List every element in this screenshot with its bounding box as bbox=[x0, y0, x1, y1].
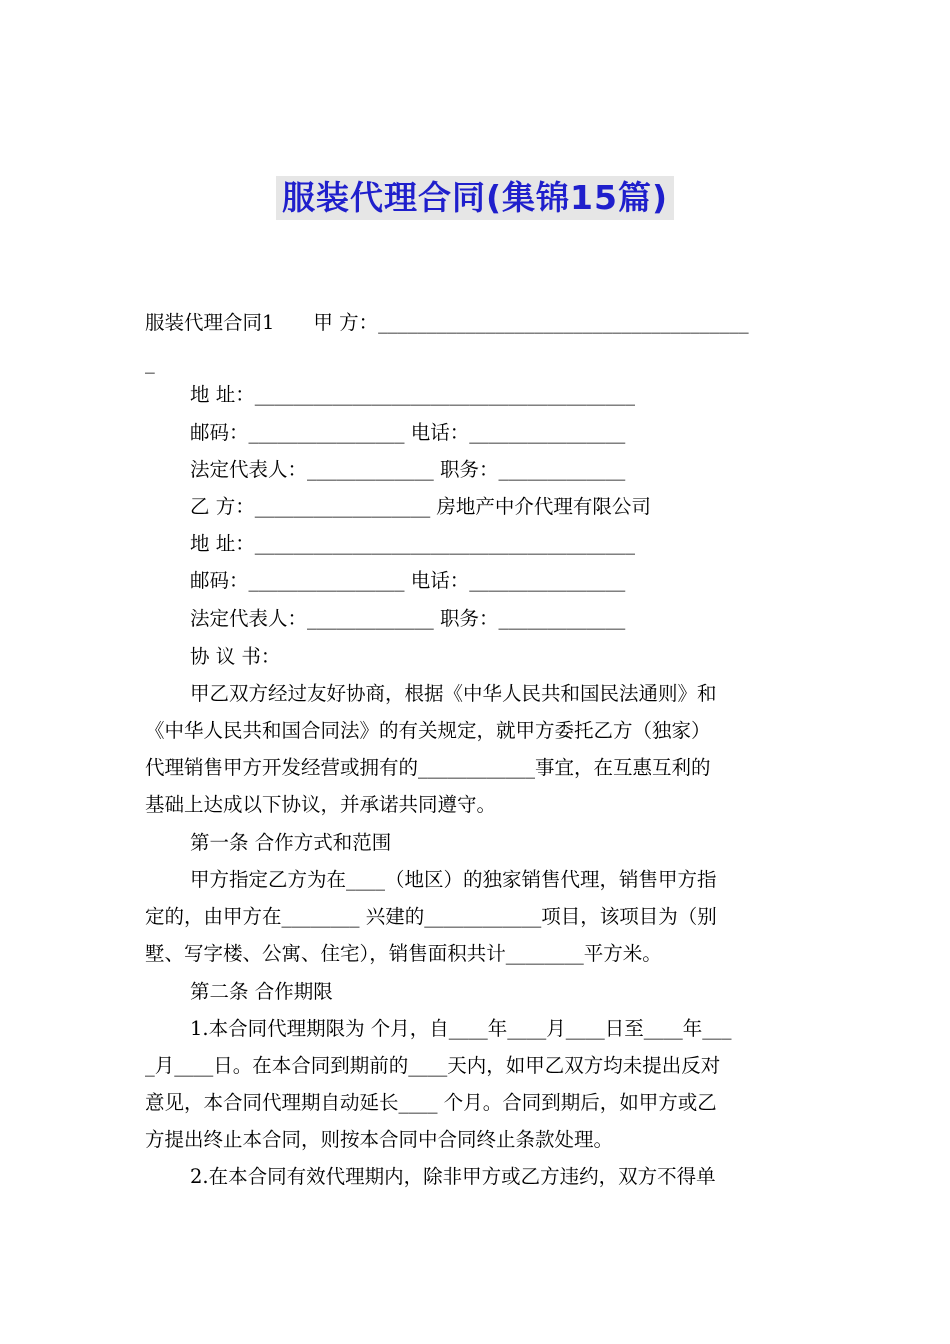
title-wrap bbox=[0, 176, 950, 220]
paragraph-line: 甲方指定乙方为在____（地区）的独家销售代理，销售甲方指 bbox=[190, 868, 717, 891]
paragraph-line: 定的，由甲方在________ 兴建的____________项目，该项目为（别 bbox=[145, 905, 717, 928]
party-a-address: 地 址：_______________________________________ bbox=[190, 383, 635, 406]
paragraph-line: 2.在本合同有效代理期内，除非甲方或乙方违约，双方不得单 bbox=[190, 1165, 716, 1188]
paragraph-line: 甲乙双方经过友好协商，根据《中华人民共和国民法通则》和 bbox=[190, 682, 717, 705]
party-a-line: 服装代理合同1 甲 方：______________________________________ bbox=[145, 311, 749, 334]
agreement-heading: 协 议 书： bbox=[190, 645, 281, 668]
party-a-postcode-phone: 邮码：________________ 电话：________________ bbox=[190, 421, 626, 444]
document-title: 服装代理合同(集锦15篇) bbox=[276, 176, 674, 220]
article-1-heading: 第一条 合作方式和范围 bbox=[190, 831, 392, 854]
party-b-address: 地 址：_______________________________________ bbox=[190, 532, 635, 555]
continuation-line: _ bbox=[145, 351, 155, 374]
paragraph-line: 代理销售甲方开发经营或拥有的____________事宜，在互惠互利的 bbox=[145, 756, 711, 779]
paragraph-line: 墅、写字楼、公寓、住宅），销售面积共计________平方米。 bbox=[145, 942, 662, 965]
party-b-representative: 法定代表人：_____________ 职务：_____________ bbox=[190, 607, 626, 630]
party-b-line: 乙 方：__________________ 房地产中介代理有限公司 bbox=[190, 495, 651, 518]
paragraph-line: 基础上达成以下协议，并承诺共同遵守。 bbox=[145, 793, 497, 816]
paragraph-line: 1.本合同代理期限为 个月，自____年____月____日至____年___ bbox=[190, 1017, 732, 1040]
paragraph-line: 《中华人民共和国合同法》的有关规定，就甲方委托乙方（独家） bbox=[145, 719, 711, 742]
paragraph-line: _月____日。在本合同到期前的____天内，如甲乙双方均未提出反对 bbox=[145, 1054, 721, 1077]
paragraph-line: 意见，本合同代理期自动延长____ 个月。合同到期后，如甲方或乙 bbox=[145, 1091, 717, 1114]
paragraph-line: 方提出终止本合同，则按本合同中合同终止条款处理。 bbox=[145, 1128, 614, 1151]
article-2-heading: 第二条 合作期限 bbox=[190, 980, 333, 1003]
party-a-representative: 法定代表人：_____________ 职务：_____________ bbox=[190, 458, 626, 481]
party-b-postcode-phone: 邮码：________________ 电话：________________ bbox=[190, 569, 626, 592]
